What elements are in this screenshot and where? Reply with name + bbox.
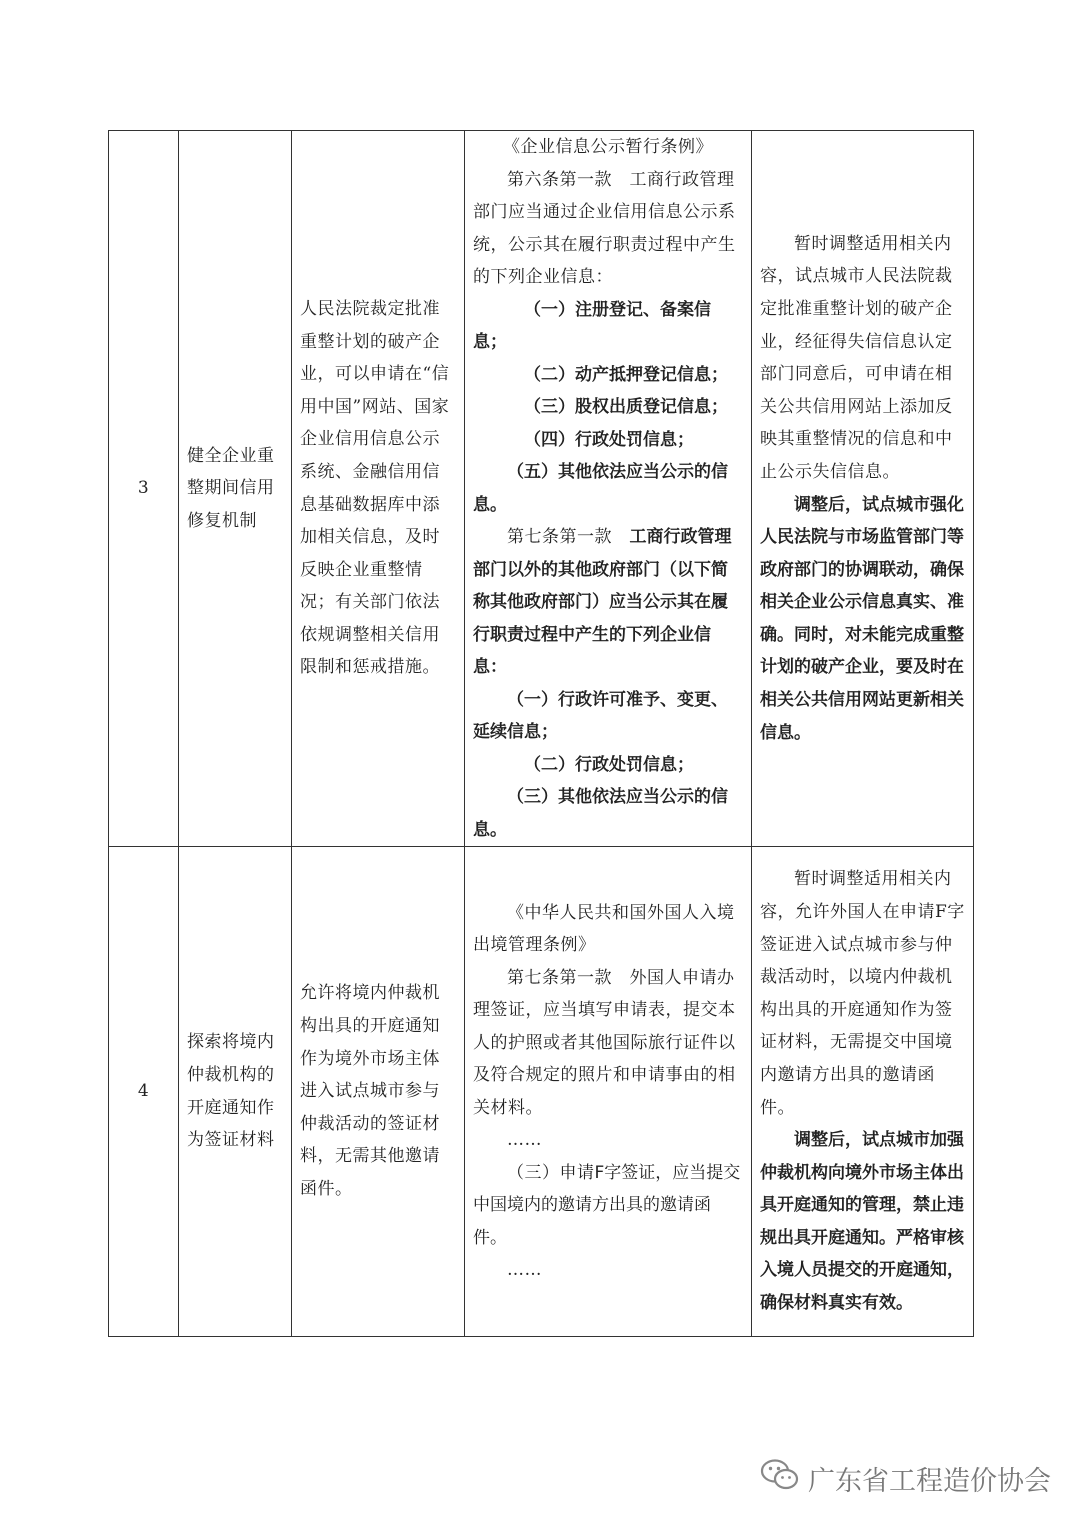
item-lead: （三）申请: [507, 1162, 595, 1183]
law-item: （一）注册登记、备案信息；: [473, 299, 711, 352]
wechat-icon: [760, 1458, 808, 1499]
ellipsis: ……: [507, 1130, 542, 1150]
adjustment-content: [752, 847, 974, 1337]
row-number: 3: [109, 131, 179, 847]
item-body: F字签证，应当提交中国境内的邀请方出具的邀请函件。: [473, 1162, 741, 1248]
law-item: （一）行政许可准予、变更、延续信息；: [473, 689, 728, 742]
law-title: 《中华人民共和国外国人入境出境管理条例》: [473, 902, 735, 955]
row-number: 4: [109, 847, 179, 1337]
article-heading: 第七条第一款: [507, 527, 612, 547]
table-row: [109, 847, 974, 1337]
watermark-text: 广东省工程造价协会: [808, 1466, 1051, 1497]
adjustment-paragraph: 暂时调整适用相关内容，试点城市人民法院裁定批准重整计划的破产企业，经征得失信信息认定部门同意后，可申请在相关公共信用网站上添加反映其重整情况的信息和中止公示失信信息。: [760, 233, 953, 482]
adjustment-paragraph: 调整后，试点城市加强仲裁机构向境外市场主体出具开庭通知的管理，禁止违规出具开庭通知。严格审核入境人员提交的开庭通知，确保材料真实有效。: [760, 1130, 964, 1314]
adjustment-paragraph: 调整后，试点城市强化人民法院与市场监管部门等政府部门的协调联动，确保相关企业公示信息真实、准确。同时，对未能完成重整计划的破产企业，要及时在相关公共信用网站更新相关信息。: [760, 494, 964, 743]
adjustment-content: [752, 131, 974, 847]
law-item: （三）其他依法应当公示的信息。: [473, 787, 728, 840]
law-item: （五）其他依法应当公示的信息。: [473, 462, 728, 515]
regulation-table: [108, 130, 974, 1337]
law-article: 第六条第一款 工商行政管理部门应当通过企业信用信息公示系统，公示其在履行职责过程中产生的下列企业信息：: [473, 169, 736, 287]
law-provision: [465, 131, 752, 847]
article-body: 工商行政管理部门以外的其他政府部门（以下简称其他政府部门）应当公示其在履行职责过程中产生的下列企业信息：: [473, 527, 732, 677]
law-article: [473, 521, 743, 684]
law-item: （四）行政处罚信息；: [524, 429, 694, 450]
item-title: 健全企业重整期间信用修复机制: [179, 131, 292, 847]
measure-content: 人民法院裁定批准重整计划的破产企业，可以申请在“信用中国”网站、国家企业信用信息公示系统、金融信用信息基础数据库中添加相关信息，及时反映企业重整情况；有关部门依法依规调整相关信用限制和惩戒措施。: [292, 131, 465, 847]
law-item: （三）股权出质登记信息；: [524, 397, 728, 417]
item-title: 探索将境内仲裁机构的开庭通知作为签证材料: [179, 847, 292, 1337]
measure-content: 允许将境内仲裁机构出具的开庭通知作为境外市场主体进入试点城市参与仲裁活动的签证材料，无需其他邀请函件。: [292, 847, 465, 1337]
law-provision: [465, 847, 752, 1337]
table-row: [109, 131, 974, 847]
law-article: 第七条第一款 外国人申请办理签证，应当填写申请表，提交本人的护照或者其他国际旅行证件以及符合规定的照片和申请事由的相关材料。: [473, 967, 736, 1118]
law-item: （二）动产抵押登记信息；: [524, 364, 728, 385]
watermark: [760, 1458, 1051, 1499]
law-title: 《企业信息公示暂行条例》: [503, 137, 713, 157]
ellipsis: ……: [507, 1260, 542, 1280]
law-item: [473, 1157, 743, 1255]
law-item: （二）行政处罚信息；: [524, 754, 694, 775]
adjustment-paragraph: 暂时调整适用相关内容，允许外国人在申请F字签证进入试点城市参与仲裁活动时，以境内仲裁机构出具的开庭通知作为签证材料，无需提交中国境内邀请方出具的邀请函件。: [760, 869, 965, 1118]
